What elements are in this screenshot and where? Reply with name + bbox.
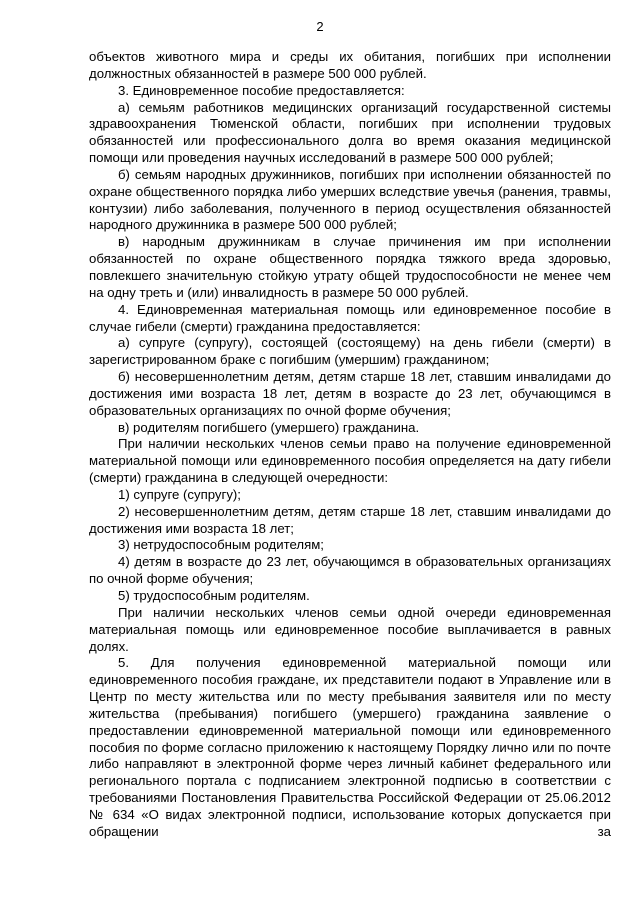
paragraph-item-3a: а) семьям работников медицинских организаций государственной системы здравоохранения Тюменской области, погибших при исполнении трудовых обязанностей или профессионального долга во время оказания медицинской помощи или проведения научных исследований в размере 500 000 рублей;: [89, 99, 611, 166]
paragraph-priority-intro: При наличии нескольких членов семьи право на получение единовременной материальной помощи или единовременного пособия определяется на дату гибели (смерти) гражданина в следующей очередности:: [89, 436, 611, 486]
priority-item-1: 1) супруге (супругу);: [118, 486, 241, 502]
page-number: 2: [316, 19, 324, 34]
document-body: [89, 49, 611, 841]
priority-item-2: 2) несовершеннолетним детям, детям старше 18 лет, ставшим инвалидами до достижения ими возраста 18 лет;: [89, 503, 611, 536]
paragraph-equal-shares: При наличии нескольких членов семьи одной очереди единовременная материальная помощь или единовременное пособие выплачивается в равных долях.: [89, 604, 611, 654]
paragraph-item-4a: а) супругe (супругу), состоящей (состоящему) на день гибели (смерти) в зарегистрированном браке с погибшим (умершим) гражданином;: [89, 335, 611, 368]
paragraph-item-3v: в) народным дружинникам в случае причинения им при исполнении обязанностей по охране общественного порядка тяжкого вреда здоровью, повлекшего значительную стойкую утрату общей трудоспособности не менее чем на одну треть и (или) инвалидность в размере 50 000 рублей.: [89, 234, 611, 300]
paragraph-item-4: 4. Единовременная материальная помощь или единовременное пособие в случае гибели (смерти) гражданина предоставляется:: [89, 301, 611, 334]
paragraph-item-5: 5. Для получения единовременной материальной помощи или единовременного пособия граждане, их представители подают в Управление или в Центр по месту жительства или по месту пребывания заявителя или по месту жительства (пребывания) погибшего (умершего) гражданина заявление о предоставлении единовременной материальной помощи или единовременного пособия по форме согласно приложению к настоящему Порядку лично или по почте либо направляют в электронной форме через личный кабинет федерального или регионального портала с подписанием электронной подписью в соответствии с требованиями Постановления Правительства Российской Федерации от 25.06.2012 № 634 «О видах электронной подписи, использование которых допускается при обращении за: [89, 655, 611, 839]
paragraph-item-3: 3. Единовременное пособие предоставляется:: [118, 82, 405, 98]
paragraph-continuation: объектов животного мира и среды их обитания, погибших при исполнении должностных обязанностей в размере 500 000 рублей.: [89, 49, 611, 81]
paragraph-item-4v: в) родителям погибшего (умершего) гражданина.: [118, 419, 420, 435]
priority-item-4: 4) детям в возрасте до 23 лет, обучающимся в образовательных организациях по очной форме обучения;: [89, 554, 611, 587]
priority-item-5: 5) трудоспособным родителям.: [118, 588, 310, 603]
paragraph-item-4b: б) несовершеннолетним детям, детям старше 18 лет, ставшим инвалидами до достижения ими возраста 18 лет, детям в возрасте до 23 лет, обучающимся в образовательных организациях по очной форме обучения;: [89, 369, 611, 418]
paragraph-item-3b: б) семьям народных дружинников, погибших при исполнении обязанностей по охране общественного порядка либо умерших вследствие увечья (ранения, травмы, контузии) либо заболевания, полученного в период осуществления обязанностей народного дружинника в размере 500 000 рублей;: [89, 166, 611, 233]
priority-item-3: 3) нетрудоспособным родителям;: [118, 537, 324, 553]
